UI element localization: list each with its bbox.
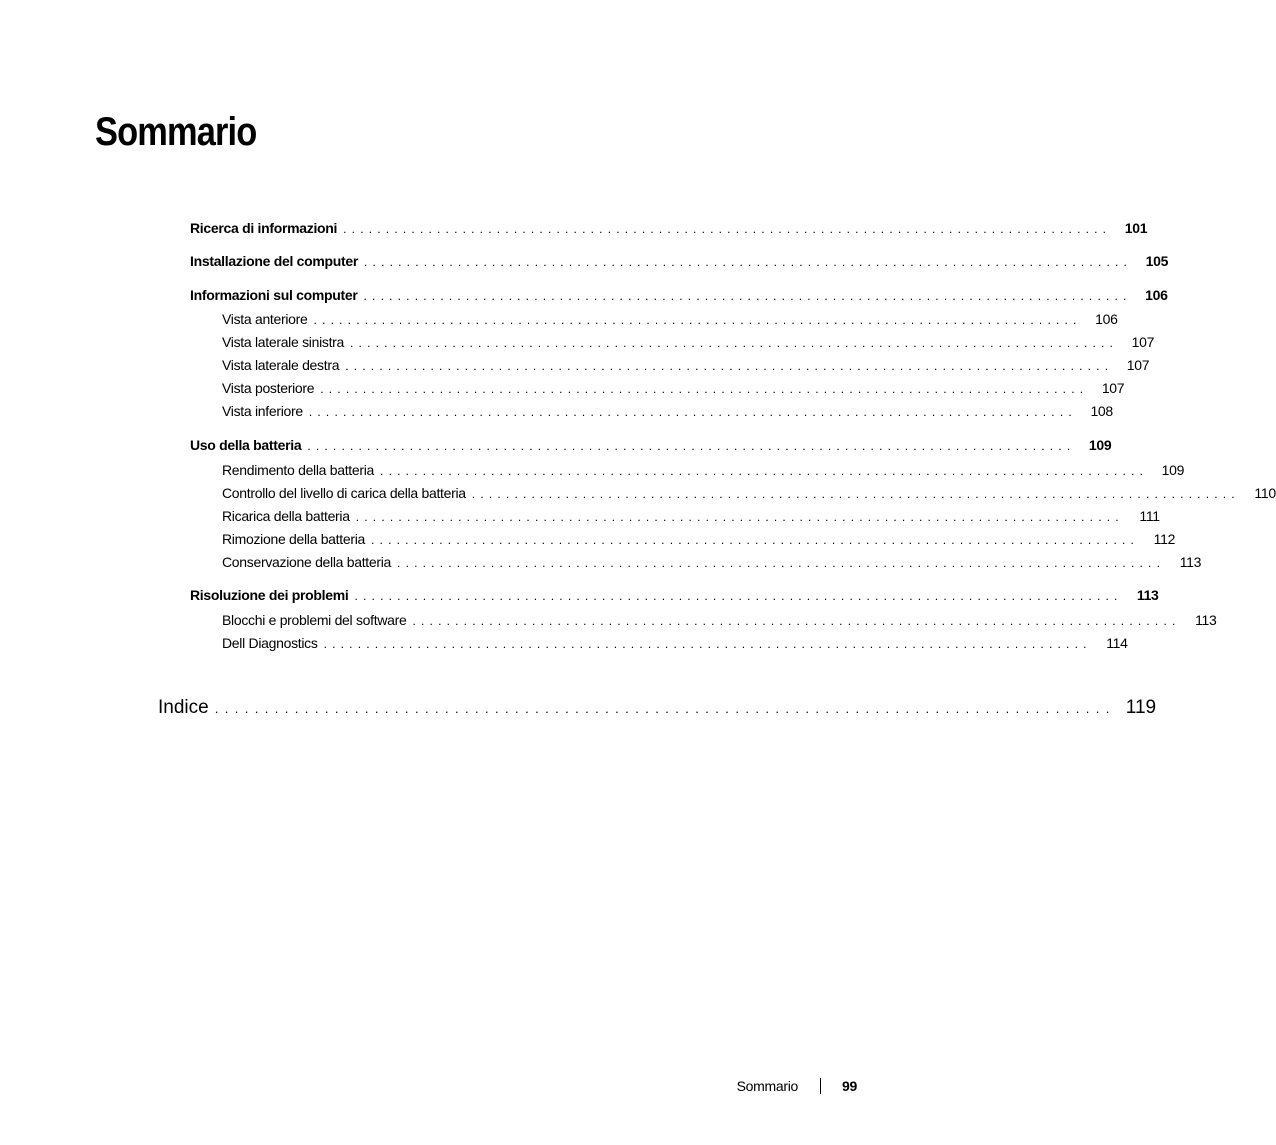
dot-leader: .......................................................................................... (371, 533, 1140, 547)
page-footer (737, 1077, 857, 1095)
toc-subentry-page: 109 (1161, 462, 1185, 478)
toc-subentry[interactable] (222, 309, 1118, 329)
dot-leader: .......................................................................................... (397, 556, 1166, 570)
toc-entry-label: Ricerca di informazioni (190, 220, 338, 236)
toc-subentry-page: 106 (1095, 311, 1118, 327)
toc-subentry[interactable] (222, 401, 1113, 421)
toc-subentry-page: 114 (1106, 635, 1128, 651)
toc-subentry-label: Blocchi e problemi del software (222, 612, 407, 628)
toc-subentry-label: Dell Diagnostics (222, 635, 318, 651)
dot-leader: .......................................................................................... (471, 487, 1240, 501)
toc-entry-page: 106 (1145, 287, 1168, 303)
toc-subentry[interactable] (222, 332, 1155, 352)
toc-subentry-page: 107 (1131, 334, 1155, 350)
toc-entry[interactable] (190, 435, 1112, 455)
toc-subentry-label: Rimozione della batteria (222, 531, 365, 547)
toc-subentry-label: Vista inferiore (222, 403, 303, 419)
toc-subentry-label: Ricarica della batteria (222, 508, 350, 524)
toc-entry-label: Installazione del computer (190, 253, 359, 269)
toc-subentry[interactable] (222, 378, 1125, 398)
dot-leader: .......................................................................................... (345, 359, 1114, 373)
toc-subentry[interactable] (222, 633, 1128, 653)
toc-subentry[interactable] (222, 355, 1150, 375)
dot-leader: .......................................................................................... (214, 701, 1116, 716)
footer-page-number: 99 (842, 1078, 857, 1094)
toc-entry-page: 101 (1124, 220, 1148, 236)
toc-entry[interactable] (190, 585, 1159, 605)
toc-entry-label: Informazioni sul computer (190, 287, 358, 303)
dot-leader: .......................................................................................... (354, 589, 1123, 603)
toc-subentry-label: Vista posteriore (222, 380, 315, 396)
footer-divider (820, 1078, 821, 1094)
toc-subentry-label: Vista laterale sinistra (222, 334, 345, 350)
toc-entry-label: Uso della batteria (190, 437, 302, 453)
toc-entry[interactable] (190, 218, 1148, 238)
toc-subentry-page: 107 (1101, 380, 1125, 396)
toc-subentry-page: 110 (1254, 485, 1276, 501)
dot-leader: .......................................................................................... (343, 222, 1112, 236)
toc-subentry-page: 113 (1195, 612, 1217, 628)
dot-leader: .......................................................................................... (320, 382, 1089, 396)
dot-leader: .......................................................................................... (380, 464, 1149, 478)
toc-subentry-label: Vista laterale destra (222, 357, 340, 373)
dot-leader: .......................................................................................... (350, 336, 1119, 350)
toc-subentry[interactable] (222, 483, 1276, 503)
toc-subentry-page: 112 (1153, 531, 1176, 547)
toc-entry-label: Risoluzione dei problemi (190, 587, 349, 603)
toc-subentry-label: Conservazione della batteria (222, 554, 392, 570)
toc-subentry-label: Vista anteriore (222, 311, 308, 327)
toc-index-page: 119 (1125, 697, 1157, 718)
toc-entry-page: 109 (1088, 437, 1112, 453)
toc-subentry[interactable] (222, 460, 1185, 480)
page-title: Sommario (95, 110, 257, 154)
dot-leader: .......................................................................................... (307, 439, 1076, 453)
toc-subentry[interactable] (222, 610, 1217, 630)
footer-section-title: Sommario (736, 1078, 799, 1094)
toc-entry[interactable] (190, 285, 1168, 305)
toc-entry-page: 105 (1145, 253, 1169, 269)
toc-index-entry[interactable] (158, 695, 1157, 721)
toc-entry-page: 113 (1136, 587, 1159, 603)
toc-subentry-page: 111 (1139, 508, 1160, 524)
toc-entry[interactable] (190, 251, 1169, 271)
dot-leader: .......................................................................................... (308, 405, 1077, 419)
toc-subentry[interactable] (222, 552, 1202, 572)
toc-subentry-page: 108 (1090, 403, 1113, 419)
dot-leader: .......................................................................................... (355, 510, 1124, 524)
dot-leader: .......................................................................................... (313, 313, 1082, 327)
toc-subentry-page: 113 (1179, 554, 1202, 570)
dot-leader: .......................................................................................... (412, 614, 1181, 628)
dot-leader: .......................................................................................... (323, 637, 1092, 651)
toc-subentry-page: 107 (1126, 357, 1150, 373)
toc-subentry[interactable] (222, 506, 1160, 526)
dot-leader: .......................................................................................... (364, 255, 1133, 269)
toc-subentry-label: Rendimento della batteria (222, 462, 375, 478)
toc-subentry-label: Controllo del livello di carica della batteria (222, 485, 466, 501)
dot-leader: .......................................................................................... (363, 289, 1132, 303)
toc-subentry[interactable] (222, 529, 1176, 549)
toc-index-label: Indice (158, 697, 209, 718)
